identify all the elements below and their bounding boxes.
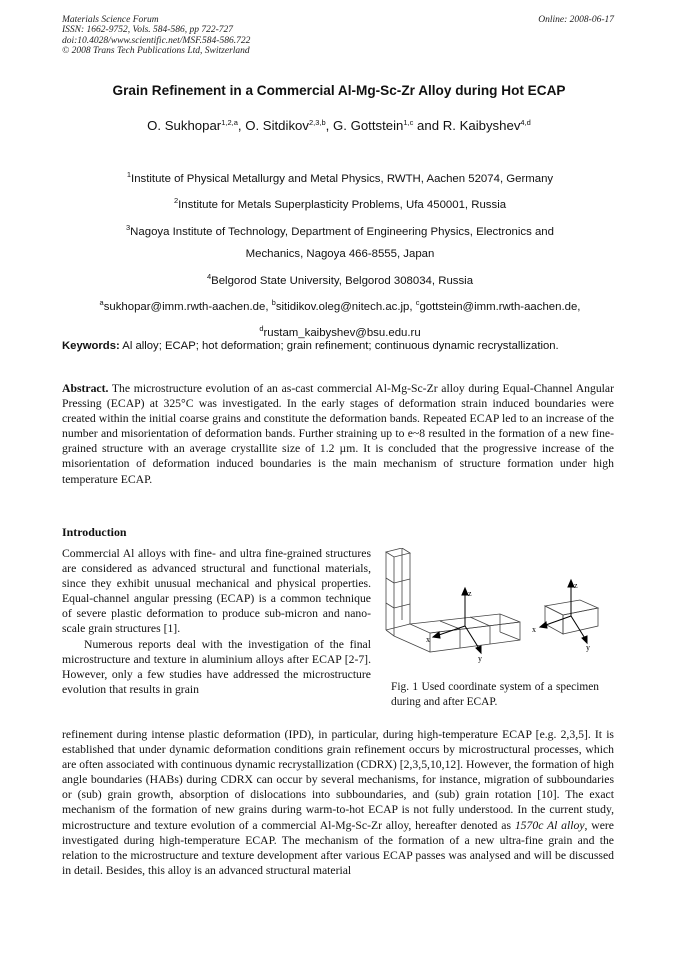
- paper-title: Grain Refinement in a Commercial Al-Mg-Sc-Zr Alloy during Hot ECAP: [112, 83, 566, 98]
- author-affiliation-marker: 1,2,a: [221, 118, 238, 127]
- intro-paragraph-3: [62, 727, 614, 878]
- author-separator: and: [413, 118, 443, 133]
- affiliation-marker: 4: [206, 271, 212, 281]
- intro-text: refinement during intense plastic deformation (IPD), in particular, during high-temperature ECAP [e.g. 2,3,5]. It is established that under dynamic deformation conditions grain refinement occurs by microstructural processes, which are often associated with continuous dynamic recrystallization (CDRX) [2,3,5,10,12]. However, the formation of high angle boundaries (HABs) during CDRX can occur by several mechanisms, for instance, migration of subboundaries or (sub) grain growth, absorption of dislocations into subboundaries, and (sub) grain rotation [10]. The exact mechanism of the formation of new grains during warm-to-hot ECAP is not fully understood. In the current study, microstructure and texture evolution of a commercial Al-Mg-Sc-Zr alloy, hereafter denoted as: [62, 728, 614, 832]
- affiliation-marker: 1: [126, 170, 132, 179]
- email-address: sukhopar@imm.rwth-aachen.de,: [103, 301, 272, 314]
- abstract-label: Abstract.: [62, 382, 109, 395]
- affiliation-text: Nagoya Institute of Technology, Department of Engineering Physics, Electronics and: [130, 225, 554, 238]
- affiliation-marker: 3: [126, 222, 131, 232]
- figure-edge: [386, 548, 410, 557]
- author-affiliation-marker: 4,d: [520, 118, 531, 127]
- journal-header: [62, 15, 250, 57]
- journal-doi: doi:10.4028/www.scientific.net/MSF.584-586.722: [62, 35, 251, 46]
- author-affiliation-marker: 1,c: [403, 118, 414, 127]
- intro-paragraph-2: Numerous reports deal with the investigation of the final microstructure and texture in aluminium alloys after ECAP [2-7]. However, only a few studies have addressed the microstructure evolution that results in grain: [62, 637, 371, 696]
- affiliation-4: [60, 266, 620, 292]
- email-marker: c: [415, 298, 420, 308]
- axis-label-x: x: [426, 635, 430, 644]
- email-line-1: [60, 292, 620, 318]
- author-name: O. Sukhopar: [147, 118, 222, 133]
- email-address: rustam_kaibyshev@bsu.edu.ru: [263, 327, 421, 340]
- author-list: [0, 118, 678, 133]
- alloy-name: 1570c Al alloy: [514, 818, 585, 832]
- online-date: Online: 2008-06-17: [538, 15, 614, 25]
- email-address: sitidikov.oleg@nitech.ac.jp,: [275, 301, 416, 314]
- abstract-text: The microstructure evolution of an as-cast commercial Al-Mg-Sc-Zr alloy during Equal-Channel Angular Pressing (ECAP) at 325°C was investigated. In the early stages of deformation strain induced boundaries were created within the initial coarse grains and constitute the deformation bands. Repeated ECAP led to an increase of the number and misorientation of deformation bands. Further straining up to e~8 resulted in the formation of a new fine-grained structure with an average crystallite size of 1.2 µm. It is concluded that the progressive increase of the misorientation of deformation induced boundaries is the main mechanism of structure formation under high temperature ECAP.: [62, 382, 614, 486]
- axis-label-y: y: [586, 643, 590, 652]
- abstract: [62, 381, 614, 487]
- intro-paragraph-1: Commercial Al alloys with fine- and ultra fine-grained structures are considered as advanced structural and functional materials, since they exhibit unusual mechanical and physical properties. Equal-channel angular pressing (ECAP) is a common technique of severe plastic deformation to produce sub-micron and nano-scale grain structures [1].: [62, 547, 371, 636]
- keywords-label: Keywords:: [62, 340, 120, 352]
- affiliation-list: [60, 164, 620, 345]
- affiliation-3-continued: Mechanics, Nagoya 466-8555, Japan: [245, 248, 435, 261]
- email-address: gottstein@imm.rwth-aachen.de,: [419, 301, 581, 314]
- keywords-text: Al alloy; ECAP; hot deformation; grain refinement; continuous dynamic recrystallization.: [119, 340, 559, 352]
- intro-column: [62, 546, 371, 697]
- axis-label-z: z: [468, 589, 472, 598]
- author-affiliation-marker: 2,3,b: [308, 118, 326, 127]
- keywords: [62, 340, 559, 352]
- journal-name: Materials Science Forum: [62, 15, 159, 25]
- author-name: G. Gottstein: [332, 118, 404, 133]
- axis-label-x: x: [532, 625, 536, 634]
- author-separator: ,: [237, 118, 246, 133]
- affiliation-1: [60, 164, 620, 190]
- email-marker: a: [99, 298, 104, 308]
- axis-label-z: z: [574, 581, 578, 590]
- affiliation-marker: 2: [173, 196, 179, 206]
- affiliation-3: [60, 217, 620, 243]
- affiliation-2: [60, 190, 620, 216]
- axis-label-y: y: [478, 654, 482, 663]
- intro-text: , were investigated during high-temperature ECAP. The mechanism of the formation of a new ultra-fine grain and the relation to the microstructure and texture development after various ECAP passes was analysed and will be discussed in detail. Besides, this alloy is an advanced structural material: [62, 818, 614, 877]
- affiliation-text: Belgorod State University, Belgorod 308034, Russia: [211, 274, 474, 287]
- author-separator: ,: [325, 118, 333, 133]
- section-heading-introduction: Introduction: [62, 525, 127, 539]
- email-marker: b: [271, 298, 276, 308]
- figure-caption: Fig. 1 Used coordinate system of a specimen during and after ECAP.: [391, 681, 599, 709]
- journal-copyright: © 2008 Trans Tech Publications Ltd, Switzerland: [62, 46, 250, 57]
- author-name: O. Sitdikov: [245, 118, 309, 133]
- affiliation-text: Institute for Metals Superplasticity Problems, Ufa 450001, Russia: [178, 199, 507, 212]
- coordinate-system-figure: [380, 548, 620, 680]
- affiliation-text: Institute of Physical Metallurgy and Metal Physics, RWTH, Aachen 52074, Germany: [131, 173, 554, 185]
- email-marker: d: [259, 324, 264, 334]
- author-name: R. Kaibyshev: [442, 118, 521, 133]
- journal-issn: ISSN: 1662-9752, Vols. 584-586, pp 722-727: [62, 25, 233, 36]
